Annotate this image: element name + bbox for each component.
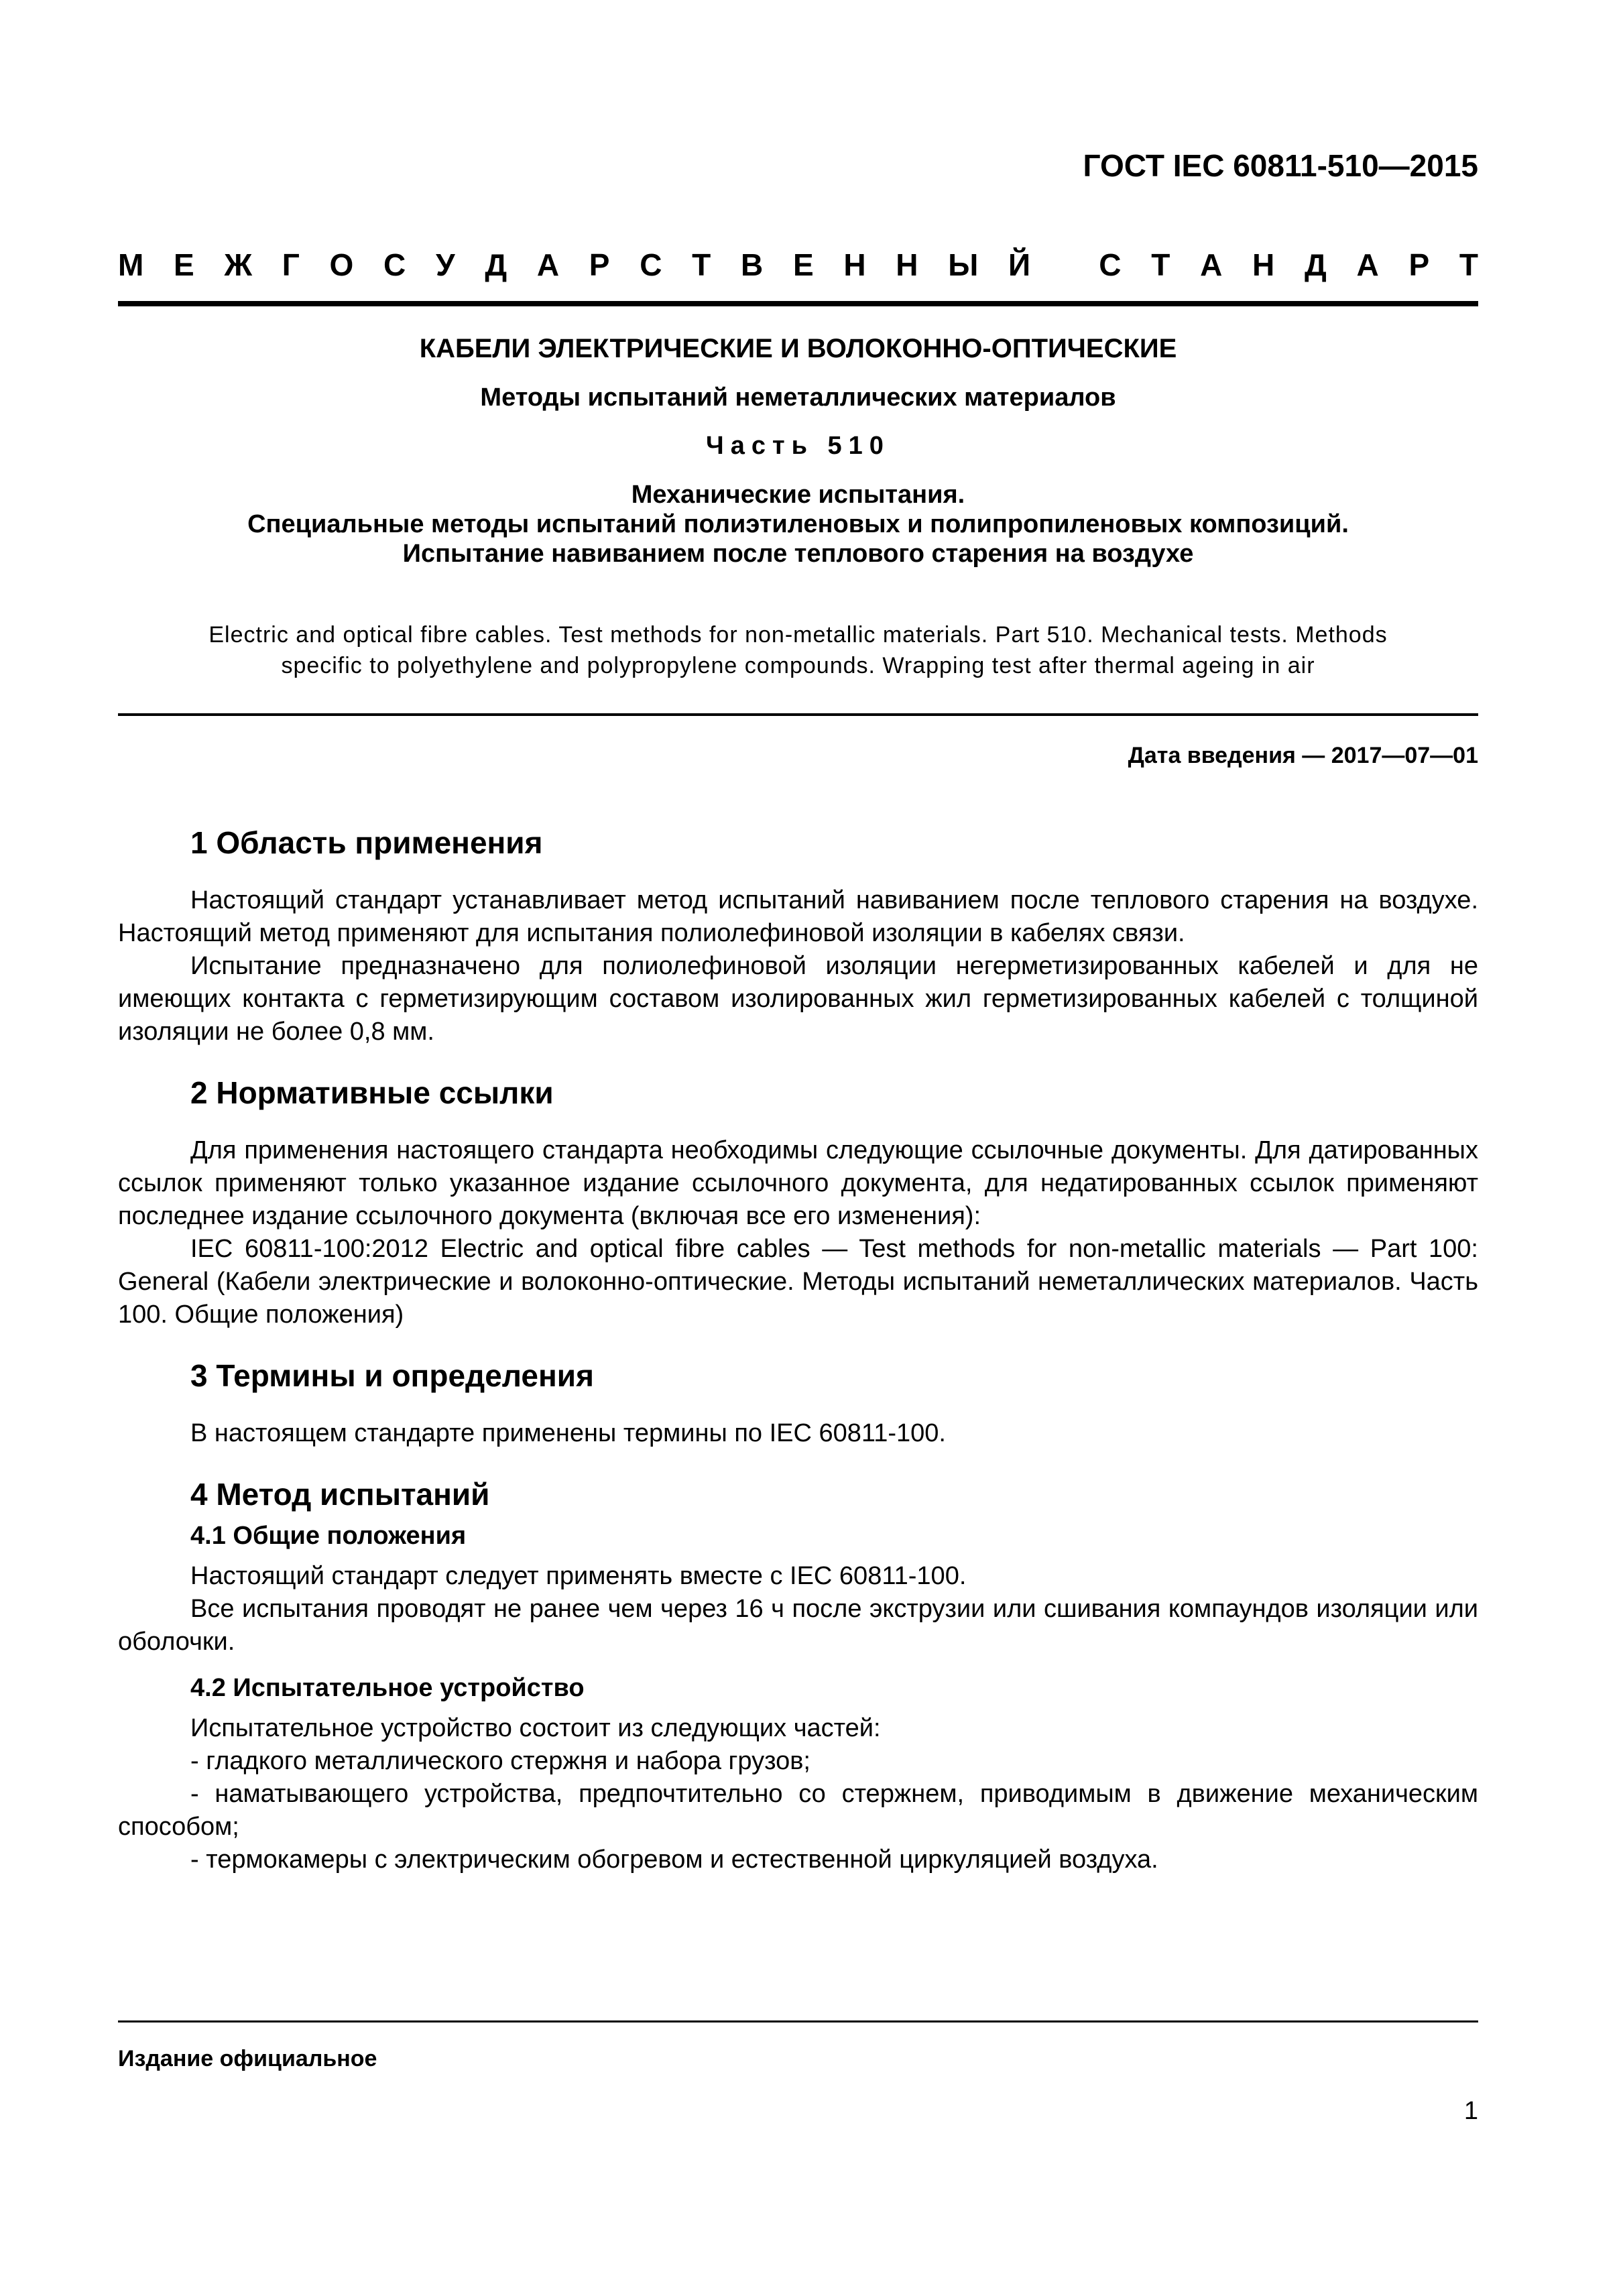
paragraph: В настоящем стандарте применены термины по IEC 60811-100. (190, 1419, 946, 1447)
part-title-line: Механические испытания. (631, 481, 965, 509)
standard-type-letter: С (1099, 247, 1122, 282)
standard-type-letter: Н (1252, 247, 1275, 282)
section-heading: 1 Область применения (190, 825, 543, 860)
paragraph: Настоящий стандарт устанавливает метод испытаний навиванием после теплового старения на воздухе. Настоящий метод применяют для испытания полиолефиновой изоляции в кабелях связи. (118, 886, 1478, 947)
standard-type-letter: С (383, 247, 406, 282)
standard-type-letter: Т (1151, 247, 1170, 282)
standard-type-letter: Д (1304, 247, 1327, 282)
standard-type-letter: Т (1459, 247, 1478, 282)
footer-divider (118, 2020, 1478, 2022)
standard-type-letter: Ы (948, 247, 979, 282)
title-divider (118, 713, 1478, 716)
standard-type-letter: Е (174, 247, 194, 282)
standard-type-letter: Р (589, 247, 610, 282)
english-title-line: Electric and optical fibre cables. Test methods for non-metallic materials. Part 510. Mechanical tests. Methods (208, 622, 1388, 648)
english-title (118, 619, 1478, 681)
spacer (118, 864, 1478, 884)
document-title: КАБЕЛИ ЭЛЕКТРИЧЕСКИЕ И ВОЛОКОННО-ОПТИЧЕСКИЕ (419, 334, 1177, 363)
document-subtitle: Методы испытаний неметаллических материалов (480, 383, 1116, 412)
header-divider (118, 301, 1478, 306)
part-title-line: Испытание навиванием после теплового старения на воздухе (402, 540, 1194, 568)
standard-type-letter: А (1356, 247, 1379, 282)
standard-type-letter: Д (485, 247, 507, 282)
word-gap (1061, 247, 1069, 283)
standard-type-letter: Т (692, 247, 711, 282)
standard-type-heading (118, 247, 1478, 283)
standard-type-letter: Н (843, 247, 866, 282)
subsection-heading: 4.2 Испытательное устройство (190, 1674, 585, 1702)
standard-type-letter: Р (1408, 247, 1430, 282)
paragraph: Настоящий стандарт следует применять вместе с IEC 60811-100. (190, 1562, 967, 1590)
paragraph: Все испытания проводят не ранее чем через 16 ч после экструзии или сшивания компаундов изоляции или оболочки. (118, 1595, 1478, 1656)
list-item: - термокамеры с электрическим обогревом и естественной циркуляцией воздуха. (190, 1846, 1158, 1874)
standard-type-letter: Г (282, 247, 300, 282)
section-heading: 3 Термины и определения (190, 1358, 594, 1393)
spacer (118, 1397, 1478, 1417)
section-heading: 2 Нормативные ссылки (190, 1075, 554, 1110)
paragraph: Испытательное устройство состоит из следующих частей: (190, 1714, 881, 1742)
part-title-block (118, 480, 1478, 568)
standard-type-letter: А (1200, 247, 1223, 282)
edition-label: Издание официальное (118, 2046, 377, 2071)
standard-type-letter: Й (1008, 247, 1031, 282)
standard-type-letter: В (740, 247, 764, 282)
standard-type-letter: Н (896, 247, 918, 282)
list-item: - гладкого металлического стержня и набора грузов; (190, 1747, 810, 1775)
english-title-line: specific to polyethylene and polypropylene compounds. Wrapping test after thermal ageing in air (281, 653, 1315, 678)
standard-type-letter: О (329, 247, 354, 282)
standard-type-letter: Ж (224, 247, 253, 282)
document-body (118, 821, 1478, 1876)
document-code: ГОСТ IEC 60811-510—2015 (1083, 148, 1478, 183)
spacer (118, 1048, 1478, 1071)
introduction-date: Дата введения — 2017—07—01 (1128, 743, 1478, 768)
section-heading: 4 Метод испытаний (190, 1477, 490, 1512)
spacer (118, 1450, 1478, 1473)
standard-type-letter: М (118, 247, 144, 282)
standard-type-letter: А (536, 247, 560, 282)
page-number: 1 (1463, 2097, 1478, 2125)
spacer (118, 1114, 1478, 1134)
document-part: Часть 510 (706, 432, 890, 460)
standard-type-letter: Е (792, 247, 814, 282)
spacer (118, 1658, 1478, 1668)
standard-type-letter: С (640, 247, 662, 282)
paragraph: Для применения настоящего стандарта необходимы следующие ссылочные документы. Для датированных ссылок применяют только указанное издание ссылочного документа, для недатированных ссылок применяют последнее издание ссылочного документа (включая все его изменения): (118, 1136, 1478, 1230)
standard-type-letter: У (436, 247, 455, 282)
paragraph: IEC 60811-100:2012 Electric and optical fibre cables — Test methods for non-metallic materials — Part 100: General (Кабели электрические и волоконно-оптические. Методы испытаний неметаллических материалов. Часть 100. Общие положения) (118, 1235, 1478, 1329)
list-item: - наматывающего устройства, предпочтительно со стержнем, приводимым в движение механическим способом; (118, 1780, 1478, 1841)
paragraph: Испытание предназначено для полиолефиновой изоляции негерметизированных кабелей и для не имеющих контакта с герметизирующим составом изолированных жил герметизированных кабелей с толщиной изоляции не более 0,8 мм. (118, 952, 1478, 1046)
part-title-line: Специальные методы испытаний полиэтиленовых и полипропиленовых композиций. (247, 510, 1349, 538)
spacer (118, 1331, 1478, 1354)
subsection-heading: 4.1 Общие положения (190, 1522, 467, 1550)
